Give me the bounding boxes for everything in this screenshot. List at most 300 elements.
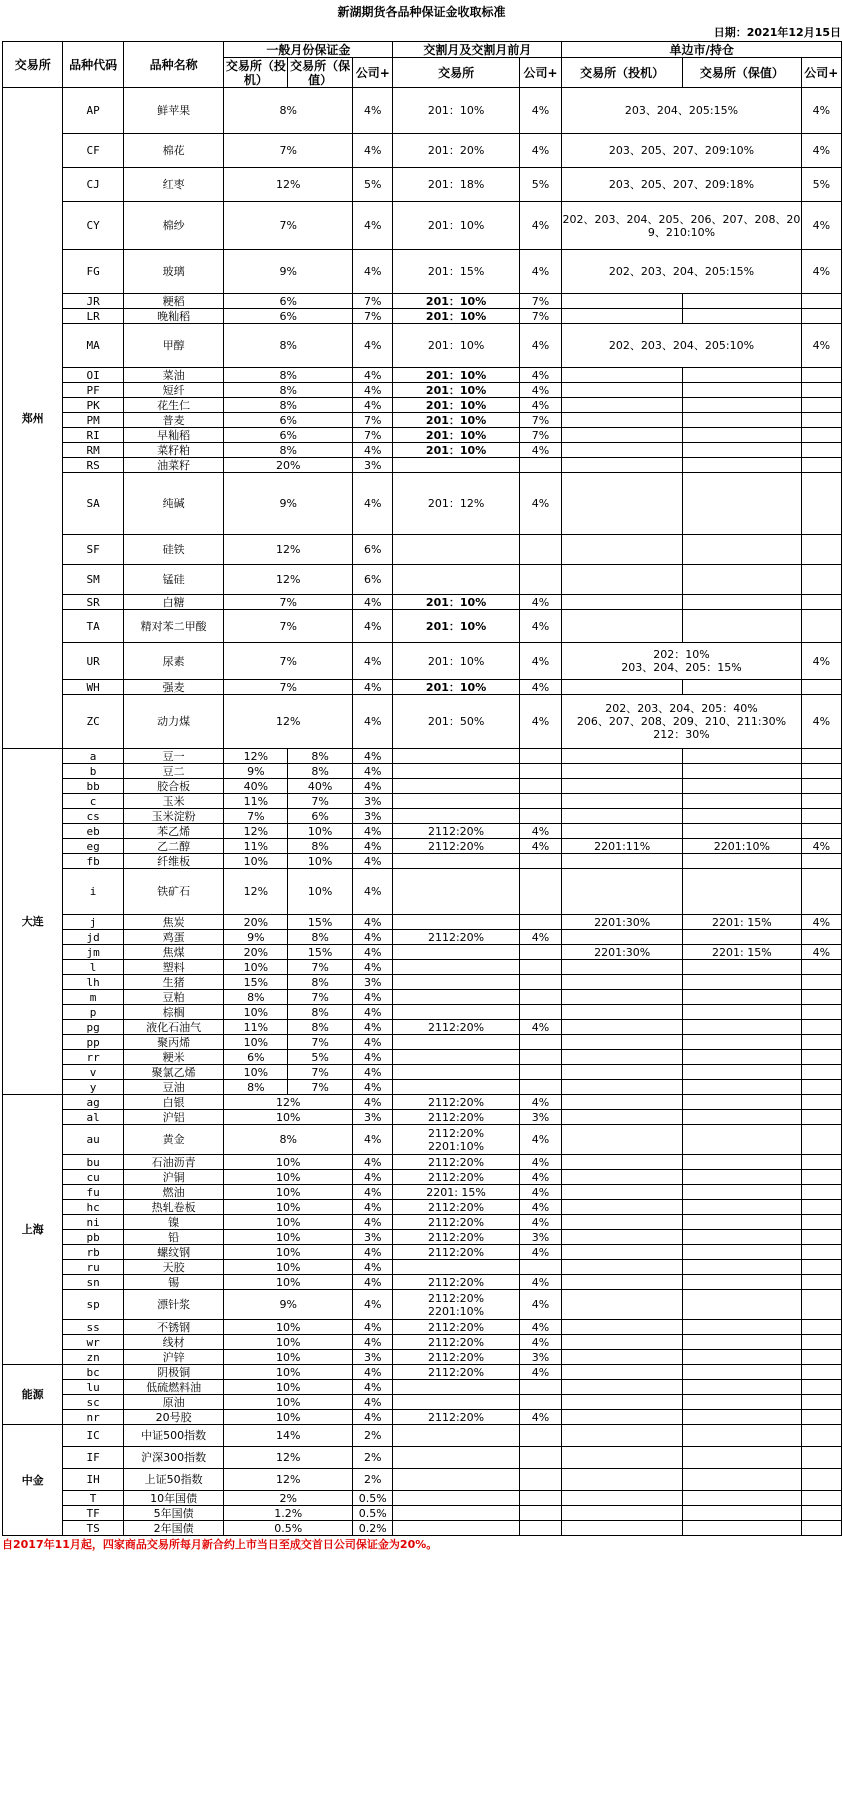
table-row [3,1491,842,1506]
table-row [3,610,842,643]
company-plus-cell: 4% [353,1185,393,1200]
unilateral-company-plus-cell [801,1447,841,1469]
name-cell: 天胶 [123,1260,224,1275]
delivery-margin-cell [393,915,519,930]
spec-margin-cell: 8% [224,383,353,398]
code-cell: CY [63,202,123,250]
delivery-margin-cell [393,1469,519,1491]
hedge-margin-cell: 7% [288,1080,353,1095]
exchange-name-cell: 中金 [3,1425,63,1536]
hedge-margin-cell: 8% [288,839,353,854]
spec-margin-cell: 10% [224,1245,353,1260]
code-cell: sc [63,1395,123,1410]
unilateral-spec-cell [562,779,683,794]
hedge-margin-cell: 8% [288,1005,353,1020]
header-exchange: 交易所 [3,42,63,88]
code-cell: ZC [63,695,123,749]
spec-margin-cell: 12% [224,1447,353,1469]
unilateral-hedge-cell [683,428,802,443]
unilateral-company-plus-cell [801,930,841,945]
unilateral-company-plus-cell [801,809,841,824]
unilateral-company-plus-cell: 4% [801,643,841,680]
name-cell: 鲜苹果 [123,88,224,134]
name-cell: 白银 [123,1095,224,1110]
delivery-margin-cell: 201：18% [393,168,519,202]
delivery-company-plus-cell [519,1491,562,1506]
spec-margin-cell: 10% [224,854,288,869]
delivery-company-plus-cell: 4% [519,824,562,839]
spec-margin-cell: 10% [224,1170,353,1185]
unilateral-spec-cell [562,1110,683,1125]
unilateral-margin-cell: 203、205、207、209:18% [562,168,801,202]
spec-margin-cell: 10% [224,1320,353,1335]
hedge-margin-cell: 10% [288,824,353,839]
spec-margin-cell: 7% [224,202,353,250]
delivery-company-plus-cell: 7% [519,294,562,309]
name-cell: 油菜籽 [123,458,224,473]
code-cell: IC [63,1425,123,1447]
name-cell: 普麦 [123,413,224,428]
code-cell: JR [63,294,123,309]
table-row [3,1260,842,1275]
code-cell: jm [63,945,123,960]
unilateral-company-plus-cell [801,1506,841,1521]
name-cell: 沪铜 [123,1170,224,1185]
name-cell: 花生仁 [123,398,224,413]
table-row [3,413,842,428]
name-cell: 菜油 [123,368,224,383]
unilateral-company-plus-cell [801,764,841,779]
spec-margin-cell: 10% [224,1110,353,1125]
header-name: 品种名称 [123,42,224,88]
code-cell: RI [63,428,123,443]
margin-table [2,41,842,1536]
table-row [3,595,842,610]
spec-margin-cell: 9% [224,764,288,779]
code-cell: zn [63,1350,123,1365]
delivery-company-plus-cell: 4% [519,643,562,680]
header-group-normal: 一般月份保证金 [224,42,393,58]
delivery-margin-cell: 2201: 15% [393,1185,519,1200]
delivery-margin-cell: 2112:20% [393,930,519,945]
name-cell: 焦炭 [123,915,224,930]
delivery-margin-cell: 2112:20% [393,1095,519,1110]
header-ex-hedge: 交易所（保值） [288,58,353,88]
unilateral-company-plus-cell [801,1005,841,1020]
name-cell: 短纤 [123,383,224,398]
unilateral-company-plus-cell [801,1275,841,1290]
name-cell: 玉米淀粉 [123,809,224,824]
name-cell: 阴极铜 [123,1365,224,1380]
code-cell: j [63,915,123,930]
delivery-margin-cell: 201：10% [393,368,519,383]
name-cell: 热轧卷板 [123,1200,224,1215]
table-row [3,1290,842,1320]
company-plus-cell: 4% [353,695,393,749]
delivery-company-plus-cell: 4% [519,250,562,294]
unilateral-hedge-cell [683,975,802,990]
company-plus-cell: 4% [353,398,393,413]
company-plus-cell: 4% [353,1035,393,1050]
delivery-margin-cell [393,960,519,975]
spec-margin-cell: 6% [224,413,353,428]
unilateral-company-plus-cell [801,1080,841,1095]
delivery-margin-cell: 201：20% [393,134,519,168]
unilateral-company-plus-cell: 4% [801,915,841,930]
unilateral-company-plus-cell [801,1410,841,1425]
code-cell: al [63,1110,123,1125]
code-cell: IF [63,1447,123,1469]
name-cell: 黄金 [123,1125,224,1155]
name-cell: 聚氯乙烯 [123,1065,224,1080]
unilateral-company-plus-cell [801,680,841,695]
delivery-company-plus-cell: 4% [519,595,562,610]
unilateral-hedge-cell: 2201: 15% [683,945,802,960]
table-row [3,990,842,1005]
unilateral-spec-cell [562,1050,683,1065]
unilateral-hedge-cell [683,565,802,595]
delivery-margin-cell: 201：10% [393,294,519,309]
delivery-margin-cell [393,869,519,915]
unilateral-spec-cell: 2201:11% [562,839,683,854]
name-cell: 尿素 [123,643,224,680]
company-plus-cell: 4% [353,854,393,869]
delivery-margin-cell [393,945,519,960]
unilateral-margin-cell: 202、203、204、205:10% [562,324,801,368]
code-cell: pb [63,1230,123,1245]
name-cell: 燃油 [123,1185,224,1200]
spec-margin-cell: 10% [224,1380,353,1395]
unilateral-spec-cell [562,680,683,695]
unilateral-company-plus-cell: 4% [801,324,841,368]
table-row [3,809,842,824]
unilateral-company-plus-cell [801,428,841,443]
company-plus-cell: 4% [353,839,393,854]
delivery-company-plus-cell: 7% [519,309,562,324]
name-cell: 豆一 [123,749,224,764]
spec-margin-cell: 10% [224,1395,353,1410]
delivery-company-plus-cell [519,1035,562,1050]
spec-margin-cell: 10% [224,1335,353,1350]
unilateral-hedge-cell [683,1065,802,1080]
unilateral-company-plus-cell [801,294,841,309]
table-row [3,960,842,975]
delivery-company-plus-cell [519,990,562,1005]
code-cell: FG [63,250,123,294]
company-plus-cell: 7% [353,294,393,309]
unilateral-hedge-cell [683,854,802,869]
hedge-margin-cell: 8% [288,930,353,945]
unilateral-company-plus-cell [801,1200,841,1215]
unilateral-company-plus-cell [801,535,841,565]
code-cell: RS [63,458,123,473]
unilateral-hedge-cell [683,398,802,413]
code-cell: UR [63,643,123,680]
spec-margin-cell: 8% [224,990,288,1005]
unilateral-spec-cell [562,368,683,383]
unilateral-margin-cell: 202、203、204、205:15% [562,250,801,294]
company-plus-cell: 5% [353,168,393,202]
name-cell: 不锈钢 [123,1320,224,1335]
unilateral-spec-cell [562,1020,683,1035]
spec-margin-cell: 8% [224,1125,353,1155]
name-cell: 菜籽粕 [123,443,224,458]
code-cell: SR [63,595,123,610]
delivery-margin-cell: 2112:20% [393,1110,519,1125]
delivery-company-plus-cell [519,794,562,809]
unilateral-hedge-cell [683,1170,802,1185]
name-cell: 红枣 [123,168,224,202]
company-plus-cell: 4% [353,869,393,915]
unilateral-company-plus-cell [801,1185,841,1200]
exchange-name-cell: 郑州 [3,88,63,749]
company-plus-cell: 4% [353,1065,393,1080]
spec-margin-cell: 12% [224,695,353,749]
code-cell: l [63,960,123,975]
unilateral-hedge-cell [683,809,802,824]
unilateral-hedge-cell [683,1365,802,1380]
code-cell: SF [63,535,123,565]
table-row [3,473,842,535]
table-row [3,869,842,915]
company-plus-cell: 4% [353,1395,393,1410]
unilateral-spec-cell [562,413,683,428]
unilateral-company-plus-cell [801,368,841,383]
table-row [3,930,842,945]
unilateral-spec-cell [562,383,683,398]
unilateral-spec-cell [562,610,683,643]
unilateral-spec-cell [562,1215,683,1230]
code-cell: IH [63,1469,123,1491]
delivery-margin-cell: 201：10% [393,443,519,458]
unilateral-margin-cell: 203、204、205:15% [562,88,801,134]
hedge-margin-cell: 6% [288,809,353,824]
unilateral-hedge-cell [683,1290,802,1320]
company-plus-cell: 4% [353,990,393,1005]
company-plus-cell: 4% [353,1320,393,1335]
unilateral-hedge-cell [683,535,802,565]
delivery-margin-cell: 2112:20% [393,824,519,839]
delivery-company-plus-cell: 3% [519,1230,562,1245]
unilateral-hedge-cell [683,1410,802,1425]
spec-margin-cell: 7% [224,809,288,824]
unilateral-hedge-cell [683,1230,802,1245]
code-cell: au [63,1125,123,1155]
unilateral-spec-cell [562,854,683,869]
table-row [3,824,842,839]
table-row [3,1410,842,1425]
name-cell: 20号胶 [123,1410,224,1425]
unilateral-margin-cell: 203、205、207、209:10% [562,134,801,168]
company-plus-cell: 4% [353,202,393,250]
table-row [3,1335,842,1350]
unilateral-company-plus-cell [801,565,841,595]
delivery-company-plus-cell [519,854,562,869]
unilateral-company-plus-cell [801,473,841,535]
unilateral-company-plus-cell [801,960,841,975]
company-plus-cell: 4% [353,324,393,368]
delivery-company-plus-cell [519,749,562,764]
delivery-company-plus-cell [519,945,562,960]
company-plus-cell: 4% [353,1380,393,1395]
unilateral-spec-cell [562,535,683,565]
spec-margin-cell: 15% [224,975,288,990]
name-cell: 强麦 [123,680,224,695]
company-plus-cell: 4% [353,443,393,458]
unilateral-company-plus-cell [801,1050,841,1065]
company-plus-cell: 4% [353,383,393,398]
unilateral-spec-cell [562,1230,683,1245]
table-row [3,1380,842,1395]
delivery-margin-cell [393,1491,519,1506]
spec-margin-cell: 12% [224,824,288,839]
table-row [3,1095,842,1110]
header-delivery-company-plus: 公司+ [519,58,562,88]
spec-margin-cell: 8% [224,1080,288,1095]
spec-margin-cell: 7% [224,134,353,168]
table-row [3,134,842,168]
delivery-company-plus-cell [519,535,562,565]
table-row [3,764,842,779]
delivery-company-plus-cell: 4% [519,1290,562,1320]
delivery-margin-cell: 201：10% [393,324,519,368]
unilateral-hedge-cell [683,779,802,794]
table-row [3,1320,842,1335]
table-row [3,458,842,473]
unilateral-company-plus-cell [801,869,841,915]
spec-margin-cell: 0.5% [224,1521,353,1536]
company-plus-cell: 4% [353,643,393,680]
company-plus-cell: 4% [353,1155,393,1170]
code-cell: b [63,764,123,779]
delivery-company-plus-cell: 3% [519,1350,562,1365]
delivery-margin-cell [393,779,519,794]
delivery-company-plus-cell [519,1080,562,1095]
exchange-name-cell: 能源 [3,1365,63,1425]
table-row [3,88,842,134]
unilateral-spec-cell [562,1350,683,1365]
spec-margin-cell: 10% [224,1230,353,1245]
code-cell: nr [63,1410,123,1425]
spec-margin-cell: 12% [224,869,288,915]
table-row [3,854,842,869]
unilateral-hedge-cell [683,413,802,428]
delivery-company-plus-cell: 4% [519,839,562,854]
company-plus-cell: 4% [353,1125,393,1155]
unilateral-spec-cell [562,1065,683,1080]
spec-margin-cell: 14% [224,1425,353,1447]
code-cell: bb [63,779,123,794]
delivery-margin-cell: 201：10% [393,428,519,443]
delivery-margin-cell [393,1521,519,1536]
delivery-company-plus-cell: 4% [519,1020,562,1035]
company-plus-cell: 4% [353,1170,393,1185]
unilateral-spec-cell [562,458,683,473]
unilateral-hedge-cell [683,1506,802,1521]
code-cell: lh [63,975,123,990]
unilateral-spec-cell [562,809,683,824]
unilateral-company-plus-cell [801,398,841,413]
delivery-company-plus-cell: 4% [519,473,562,535]
unilateral-company-plus-cell: 4% [801,695,841,749]
company-plus-cell: 7% [353,428,393,443]
unilateral-spec-cell [562,1005,683,1020]
delivery-margin-cell [393,1380,519,1395]
name-cell: 豆二 [123,764,224,779]
code-cell: LR [63,309,123,324]
unilateral-company-plus-cell [801,1395,841,1410]
delivery-margin-cell [393,1035,519,1050]
company-plus-cell: 4% [353,134,393,168]
table-row [3,1005,842,1020]
company-plus-cell: 3% [353,458,393,473]
unilateral-company-plus-cell [801,595,841,610]
code-cell: cu [63,1170,123,1185]
table-row [3,794,842,809]
spec-margin-cell: 40% [224,779,288,794]
hedge-margin-cell: 7% [288,1035,353,1050]
code-cell: PK [63,398,123,413]
delivery-company-plus-cell [519,1469,562,1491]
spec-margin-cell: 12% [224,749,288,764]
table-row [3,749,842,764]
code-cell: ru [63,1260,123,1275]
unilateral-hedge-cell [683,990,802,1005]
unilateral-hedge-cell [683,443,802,458]
code-cell: TS [63,1521,123,1536]
delivery-margin-cell: 201：10% [393,398,519,413]
table-row [3,294,842,309]
company-plus-cell: 3% [353,809,393,824]
delivery-company-plus-cell [519,1065,562,1080]
name-cell: 螺纹钢 [123,1245,224,1260]
unilateral-spec-cell: 2201:30% [562,945,683,960]
table-body [3,88,842,1536]
unilateral-company-plus-cell [801,1215,841,1230]
unilateral-spec-cell [562,309,683,324]
delivery-margin-cell: 201：10% [393,88,519,134]
delivery-margin-cell: 201：10% [393,680,519,695]
company-plus-cell: 4% [353,915,393,930]
unilateral-company-plus-cell [801,1245,841,1260]
unilateral-company-plus-cell [801,1110,841,1125]
spec-margin-cell: 10% [224,1005,288,1020]
delivery-margin-cell: 201：10% [393,610,519,643]
unilateral-company-plus-cell: 4% [801,250,841,294]
table-row [3,535,842,565]
unilateral-spec-cell [562,1491,683,1506]
unilateral-hedge-cell [683,610,802,643]
name-cell: 硅铁 [123,535,224,565]
spec-margin-cell: 6% [224,294,353,309]
table-row [3,1275,842,1290]
unilateral-spec-cell [562,1506,683,1521]
delivery-margin-cell [393,990,519,1005]
delivery-margin-cell: 2112:20% [393,1155,519,1170]
name-cell: 铁矿石 [123,869,224,915]
table-row [3,1050,842,1065]
spec-margin-cell: 11% [224,1020,288,1035]
unilateral-hedge-cell [683,1245,802,1260]
table-row [3,443,842,458]
unilateral-spec-cell [562,443,683,458]
unilateral-hedge-cell [683,1491,802,1506]
header-company-plus: 公司+ [353,58,393,88]
hedge-margin-cell: 10% [288,869,353,915]
company-plus-cell: 4% [353,368,393,383]
unilateral-hedge-cell [683,749,802,764]
name-cell: 玻璃 [123,250,224,294]
